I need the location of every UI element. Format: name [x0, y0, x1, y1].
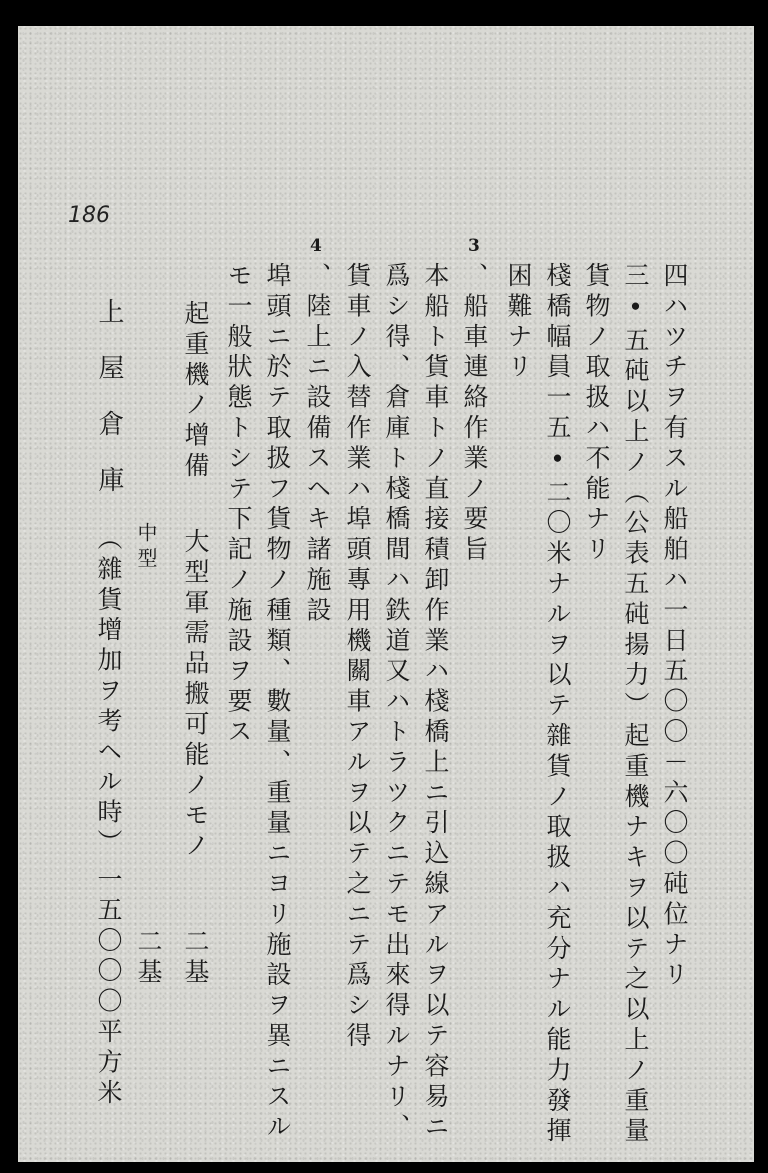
text-column-3: 貨物ノ取扱ハ不能ナリ — [582, 262, 611, 566]
warehouse-area: 一五〇〇〇平方米 — [94, 866, 123, 1110]
text-column-5: 困難ナリ — [504, 262, 533, 384]
section-3-heading: 、船車連絡作業ノ要旨 — [460, 262, 489, 566]
text-column-2: 三•五砘以上ノ（公表五砘揚力）起重機ナキヲ以テ之以上ノ重量 — [621, 262, 650, 1148]
text-column-9: 貨車ノ入替作業ハ埠頭專用機關車アルヲ以テ之ニテ爲シ得 — [343, 262, 372, 1053]
text-column-12: モ一般狀態トシテ下記ノ施設ヲ要ス — [224, 262, 253, 749]
text-column-7: 本船ト貨車トノ直接積卸作業ハ棧橋上ニ引込線アルヲ以テ容易ニ — [421, 262, 450, 1144]
crane-medium-count: 二基 — [134, 928, 163, 989]
crane-item-label: 起重機ノ增備 — [181, 300, 210, 483]
page-number: 186 — [68, 203, 110, 228]
text-column-4: 棧橋幅員一五•二〇米ナルヲ以テ雜貨ノ取扱ハ充分ナル能力發揮 — [543, 262, 572, 1148]
crane-large-count: 二基 — [181, 928, 210, 989]
crane-medium-label: 中型 — [134, 522, 158, 573]
section-number-4: 4 — [310, 236, 322, 256]
text-column-8: 爲シ得、倉庫ト棧橋間ハ鉄道又ハトラツクニテモ出來得ルナリ、 — [382, 262, 411, 1144]
section-number-3: 3 — [468, 236, 480, 256]
text-column-11: 埠頭ニ於テ取扱フ貨物ノ種類、數量、重量ニヨリ施設ヲ異ニスル — [263, 262, 292, 1144]
warehouse-note: （雜貨增加ヲ考ヘル時） — [94, 525, 123, 860]
section-4-heading: 、陸上ニ設備スヘキ諸施設 — [303, 262, 332, 627]
warehouse-heading: 上屋倉庫 — [94, 298, 124, 522]
scan-border — [754, 26, 768, 1166]
crane-large-desc: 大型軍需品搬可能ノモノ — [181, 528, 210, 863]
text-column-1: 四ハツチヲ有スル船舶ハ一日五〇〇－六〇〇砘位ナリ — [660, 262, 689, 992]
